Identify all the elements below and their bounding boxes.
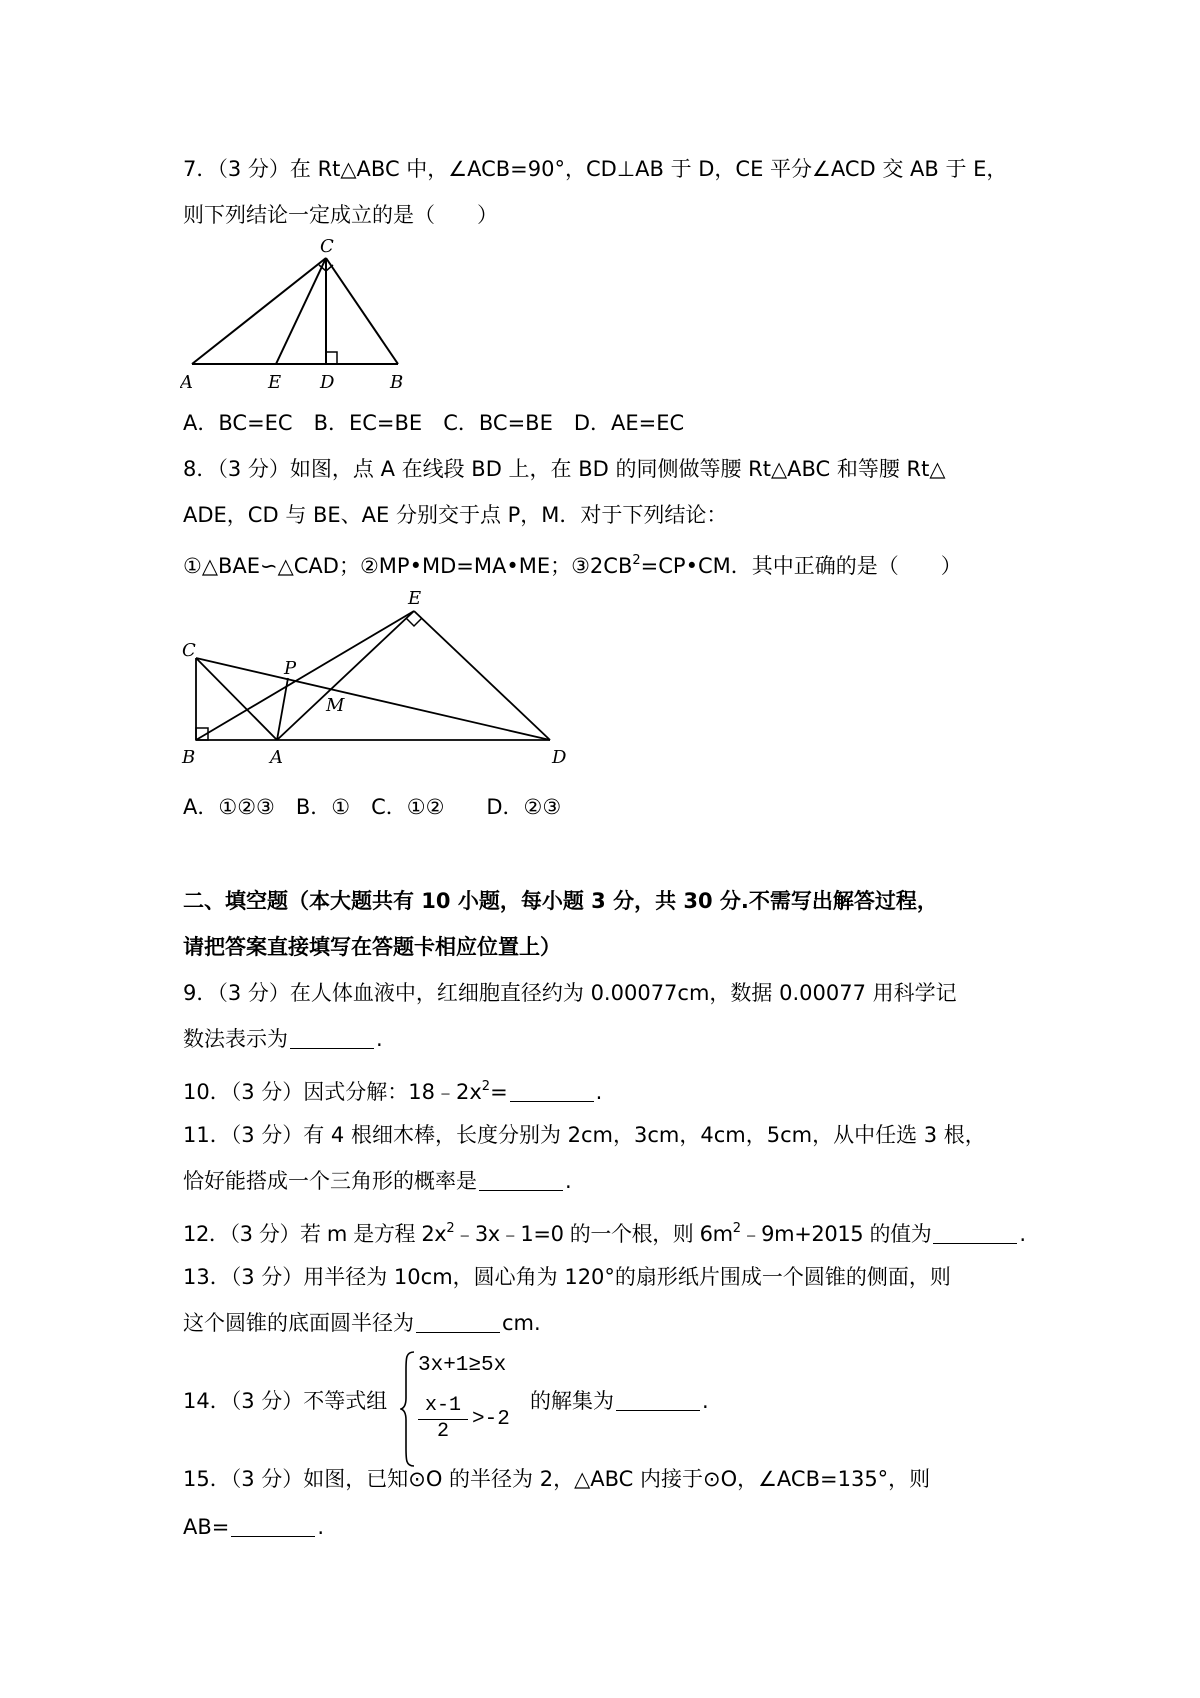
q15-stem-line1: 15．（3 分）如图，已知⊙O 的半径为 2，△ABC 内接于⊙O，∠ACB=135°，则 [183,1467,931,1491]
q12-exponent-1: 2 [446,1221,455,1236]
q13-stem-line2 [183,1308,541,1338]
q8-label-c: C [182,640,196,661]
q12-answer-blank[interactable] [933,1223,1017,1244]
q8-segment-be [196,611,414,740]
q9-stem-line2 [183,1024,383,1054]
q11-stem-line2 [183,1166,572,1196]
q15-stem-line2 [183,1512,324,1542]
q7-stem-line2: 则下列结论一定成立的是（ ） [183,203,498,227]
q11-text-end: . [565,1169,572,1193]
q12-stem [183,1214,1026,1249]
q8-options: A．①②③ B．① C．①② D．②③ [183,795,562,819]
q10-stem [183,1072,602,1107]
q10-exponent: 2 [481,1079,491,1094]
q12-exponent-2: 2 [732,1221,741,1236]
q10-text-end: . [595,1080,603,1104]
q7-figure [180,238,410,393]
q15-text: AB= [183,1515,230,1539]
q8-label-e: E [408,588,422,609]
q7-right-angle-mark-d [326,352,337,364]
q7-label-a: A [180,372,193,393]
q8-stem-line3 [183,546,962,581]
q7-segment-ce [276,258,326,364]
section2-heading-line1: 二、填空题（本大题共有 10 小题，每小题 3 分，共 30 分.不需写出解答过程， [183,889,938,913]
q8-label-m: M [326,695,345,716]
q7-label-c: C [320,238,334,257]
q15-answer-blank[interactable] [231,1516,315,1537]
q8-label-p: P [284,658,297,679]
q14-fraction [418,1394,468,1443]
q12-text-c: ﹣9m+2015 的值为 [740,1222,932,1246]
q10-equals: = [490,1080,508,1104]
q10-answer-blank[interactable] [510,1081,594,1102]
q13-stem-line1: 13．（3 分）用半径为 10cm，圆心角为 120°的扇形纸片围成一个圆锥的侧面，则 [183,1265,951,1289]
q7-label-e: E [268,372,282,393]
q14-left-brace [400,1350,416,1468]
q14-answer-blank[interactable] [616,1390,700,1411]
q11-answer-blank[interactable] [479,1170,563,1191]
q12-text-b: ﹣3x﹣1=0 的一个根，则 6m [454,1222,733,1246]
q7-label-d: D [320,372,335,393]
q8-stem-line1: 8．（3 分）如图，点 A 在线段 BD 上，在 BD 的同侧做等腰 Rt△ABC 和等腰 Rt△ [183,457,946,481]
q14-fraction-denominator: 2 [436,1420,449,1443]
q14-inequality-1: 3x+1≥5x [418,1354,507,1377]
q12-text-end: . [1019,1222,1026,1246]
q8-label-a: A [270,747,283,768]
q11-stem-line1: 11．（3 分）有 4 根细木棒，长度分别为 2cm，3cm，4cm，5cm，从中任选 3 根， [183,1123,986,1147]
q9-answer-blank[interactable] [290,1028,374,1049]
q12-text-a: 12．（3 分）若 m 是方程 2x [183,1222,447,1246]
q8-label-b: B [182,747,196,768]
q8-right-angle-mark-e [406,618,422,626]
q14-fraction-numerator: x-1 [418,1394,468,1420]
q15-text-end: . [317,1515,325,1539]
q7-segment-cb [326,258,398,364]
q8-line3-exponent: 2 [632,553,641,568]
section2-heading-line2: 请把答案直接填写在答题卡相应位置上） [183,935,561,959]
q13-text-end: cm. [502,1311,541,1335]
q10-text: 10．（3 分）因式分解：18﹣2x [183,1080,482,1104]
q8-segment-ed [414,611,550,740]
q14-text-end: . [702,1389,709,1413]
q14-stem-pre: 14．（3 分）不等式组 [183,1389,388,1413]
q7-label-b: B [390,372,404,393]
q9-text-end: . [376,1027,383,1051]
q9-text: 数法表示为 [183,1027,288,1051]
q7-segment-ac [192,258,326,364]
q9-stem-line1: 9．（3 分）在人体血液中，红细胞直径约为 0.00077cm，数据 0.00077 用科学记 [183,981,957,1005]
q8-stem-line2: ADE，CD 与 BE、AE 分别交于点 P，M．对于下列结论： [183,503,728,527]
q13-answer-blank[interactable] [416,1312,500,1333]
q7-stem-line1: 7．（3 分）在 Rt△ABC 中，∠ACB=90°，CD⊥AB 于 D，CE 平分∠ACD 交 AB 于 E， [183,157,1008,181]
q14-inequality-2-rhs: >-2 [472,1408,510,1431]
q8-label-d: D [552,747,567,768]
q8-segment-cd [196,658,550,740]
q14-stem-post [530,1386,709,1416]
q7-options: A．BC=EC B．EC=BE C．BC=BE D．AE=EC [183,411,685,435]
q14-inequality-system [400,1350,530,1468]
q13-text: 这个圆锥的底面圆半径为 [183,1311,414,1335]
q14-text: 的解集为 [530,1389,614,1413]
q11-text: 恰好能搭成一个三角形的概率是 [183,1169,477,1193]
q8-figure [180,588,580,773]
q8-segment-ae [277,611,414,740]
q8-line3-text: ①△BAE∽△CAD；②MP•MD=MA•ME；③2CB [183,554,633,578]
q8-line3-text-end: =CP•CM．其中正确的是（ ） [640,554,962,578]
